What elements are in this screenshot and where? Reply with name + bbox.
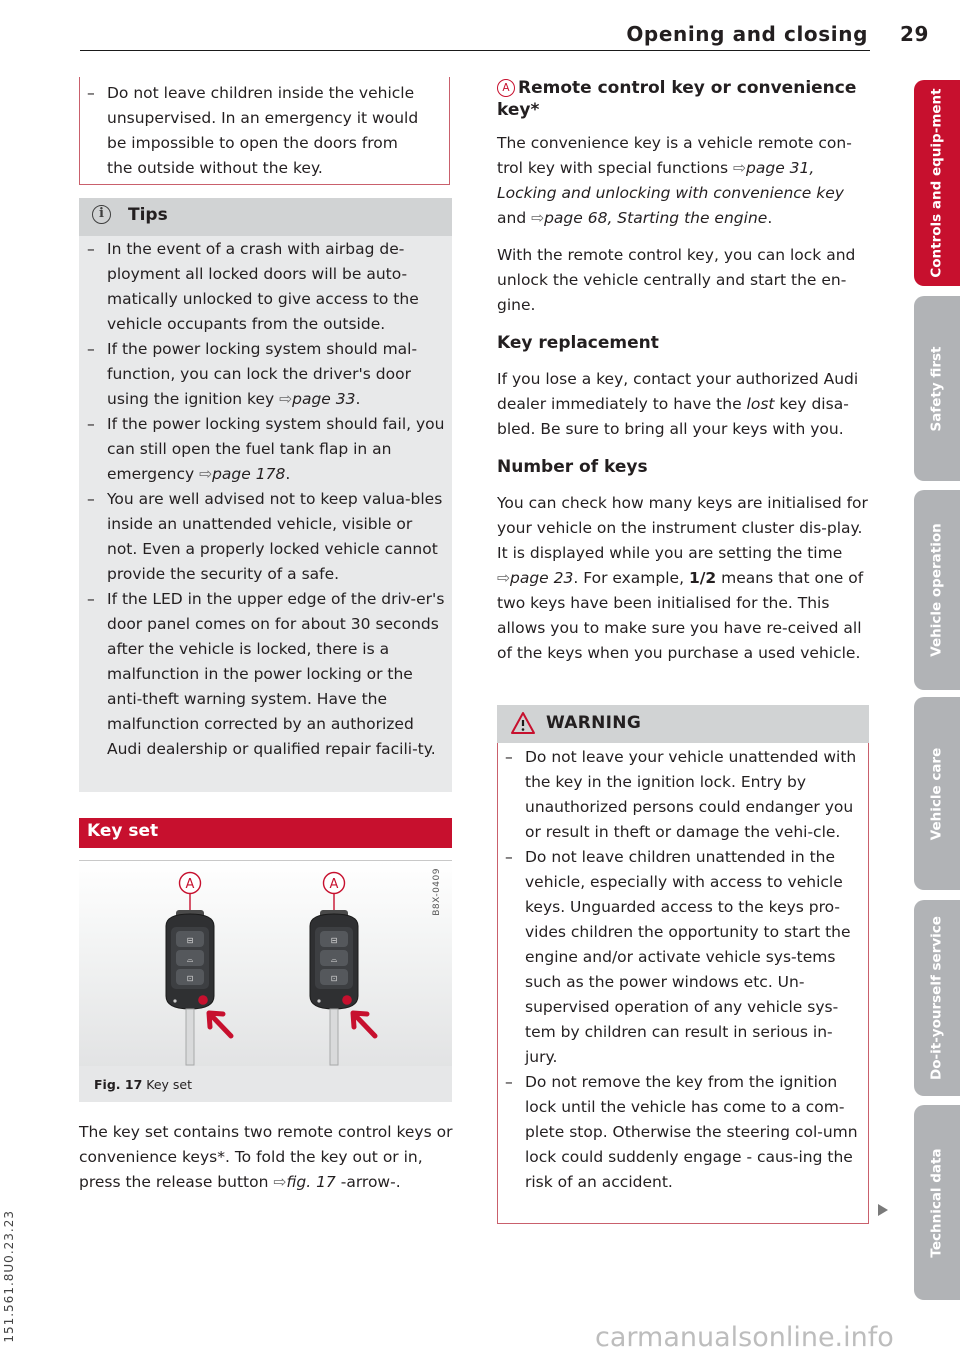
tab-safety-first[interactable]: Safety first [914, 296, 960, 481]
svg-text:⊟: ⊟ [330, 936, 338, 945]
tip-item: – You are well advised not to keep valua-bles inside an unattended vehicle, visible or not. Even a properly locked vehicle cannot provide the security of a safe. [79, 487, 445, 587]
warning-item: – Do not remove the key from the ignition lock until the vehicle has come to a com-plete stop. Otherwise the steering col-umn lock could suddenly engage - caus-ing the risk of an accident. [497, 1070, 862, 1195]
page-reference[interactable]: ⇨page 33 [279, 390, 356, 408]
release-arrow [353, 1013, 375, 1036]
tab-vehicle-operation[interactable]: Vehicle operation [914, 490, 960, 690]
key-right [310, 873, 375, 1066]
page-reference[interactable]: ⇨page 178 [199, 465, 286, 483]
svg-text:⊟: ⊟ [186, 936, 194, 945]
marker-a: A [329, 877, 339, 892]
tab-vehicle-care[interactable]: Vehicle care [914, 697, 960, 890]
svg-text:⌓: ⌓ [330, 955, 338, 964]
page-reference[interactable]: ⇨page 68, Starting the engine [531, 209, 768, 227]
tips-label: Tips [128, 205, 168, 225]
svg-text:⊡: ⊡ [186, 974, 194, 983]
tip-item: – If the power locking system should mal-function, you can lock the driver's door using the ignition key ⇨page 33. [79, 337, 445, 412]
document-code: 151.561.8U0.23.23 [2, 1210, 16, 1343]
warning-item: – Do not leave children unattended in the vehicle, especially with access to vehicle keys. Unguarded access to the keys pro-vides children the opportunity to start the engine and/or activate vehicle sys-tems such as the power windows etc. Un-supervised operation of any vehicle sys-tem by children can result in serious in-jury. [497, 845, 862, 1070]
paragraph-remote-control: With the remote control key, you can lock and unlock the vehicle centrally and start the en-gine. [497, 246, 856, 314]
page-reference[interactable]: ⇨page 23 [497, 569, 574, 587]
figure-reference[interactable]: ⇨fig. 17 [273, 1173, 336, 1191]
continue-arrow-icon [878, 1204, 888, 1216]
tips-list [79, 237, 445, 762]
figure-code: B8X-0409 [432, 868, 442, 916]
page-reference[interactable]: ⇨page 31, Locking and unlocking with convenience key [497, 159, 844, 202]
marker-a: A [185, 877, 195, 892]
tab-technical-data[interactable]: Technical data [914, 1105, 960, 1300]
warning-list [497, 745, 862, 1195]
info-icon: i [92, 205, 111, 224]
paragraph-number-of-keys: You can check how many keys are initialised for your vehicle on the instrument cluster dis-play. It is displayed while you are setting the time ⇨page 23. For example, 1/2 means that one of two keys have been initialised for the. This allows you to make sure you have re-ceived all of the keys when you purchase a used vehicle. [497, 494, 868, 662]
warning-item: – Do not leave children inside the vehicle unsupervised. In an emergency it would be impossible to open the doors from the outside without the key. [79, 81, 450, 181]
marker-a: A [497, 79, 515, 97]
paragraph-key-replacement: If you lose a key, contact your authorized Audi dealer immediately to have the lost key disa-bled. Be sure to bring all your keys with you. [497, 370, 859, 438]
page-number: 29 [900, 22, 930, 46]
release-arrow [209, 1013, 231, 1036]
warning-triangle-icon [510, 711, 536, 735]
heading-key-replacement: Key replacement [497, 333, 659, 353]
heading-number-of-keys: Number of keys [497, 457, 648, 477]
paragraph-convenience-key: The convenience key is a vehicle remote con-trol key with special functions ⇨page 31, Locking and unlocking with convenience key and ⇨page 68, Starting the engine. [497, 134, 852, 227]
key-left [166, 873, 231, 1066]
warning-label: WARNING [546, 713, 642, 733]
warning-list-continued [79, 81, 450, 181]
heading-remote-control-key: A Remote control key or convenience key* [497, 78, 857, 120]
tip-item: – If the power locking system should fail, you can still open the fuel tank flap in an emergency ⇨page 178. [79, 412, 445, 487]
svg-text:⌓: ⌓ [186, 955, 194, 964]
header-rule [80, 50, 870, 51]
key-set-illustration [79, 861, 452, 1067]
tip-item: – If the LED in the upper edge of the driv-er's door panel comes on for about 30 seconds after the vehicle is locked, there is a malfunction in the power locking or the anti-theft warning system. Have the malfunction corrected by an authorized Audi dealership or qualified repair facili-ty. [79, 587, 445, 762]
key-set-title: Key set [87, 821, 159, 841]
tip-item: – In the event of a crash with airbag de-ployment all locked doors will be auto-matically unlocked to give access to the vehicle occupants from the outside. [79, 237, 445, 337]
figure-caption: Fig. 17 Key set [94, 1077, 193, 1092]
tab-do-it-yourself-service[interactable]: Do-it-yourself service [914, 900, 960, 1096]
key-set-paragraph: The key set contains two remote control keys or convenience keys*. To fold the key out or in, press the release button ⇨fig. 17 -arrow-. [79, 1123, 453, 1191]
watermark: carmanualsonline.info [595, 1322, 894, 1353]
figure-key-set [79, 860, 452, 1067]
section-title: Opening and closing [626, 22, 868, 46]
warning-item: – Do not leave your vehicle unattended with the key in the ignition lock. Entry by unauthorized persons could endanger you or result in theft or damage the vehi-cle. [497, 745, 862, 845]
tab-controls-and-equipment[interactable]: Controls and equip-ment [914, 80, 960, 286]
svg-text:⊡: ⊡ [330, 974, 338, 983]
